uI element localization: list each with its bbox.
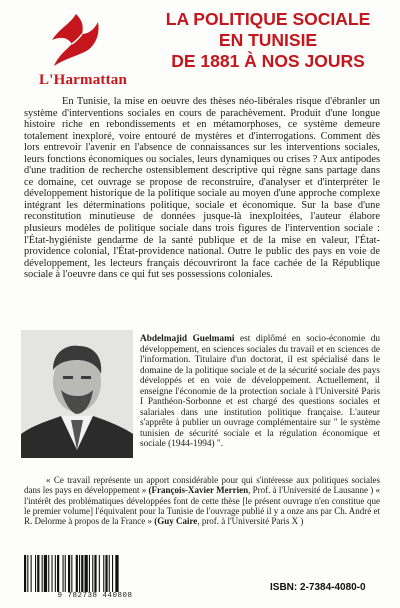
author-photo: [21, 330, 133, 458]
barcode-bar: [42, 555, 43, 595]
barcode-bar: [112, 555, 113, 595]
barcode-bar: [94, 555, 96, 595]
author-bio: [140, 334, 380, 450]
barcode-bar: [76, 555, 78, 595]
barcode-bar: [115, 555, 118, 595]
barcode-bar: [99, 555, 100, 595]
title-line-3: DE 1881 À NOS JOURS: [171, 51, 365, 71]
press-quotes: [24, 475, 380, 526]
barcode-bar: [105, 555, 107, 595]
barcode-bar: [37, 555, 39, 595]
author-bio-text: est diplômé en socio-économie du développement, en sciences sociales du travail et en sciences de l'information. Titulaire d'un doctorat, il est spécialisé dans le domaine de la politique sociale et de la sécurité sociale des pays développés et en voie de développement. Actuellement, il enseigne l'économie de la protection sociale à l'Université Paris I Panthéon-Sorbonne et est chargé des questions sociales et salariales dans une institution politique française. L'auteur s'apprête à publier un ouvrage complémentaire sur " le système tunisien de sécurité sociale et la régulation économique et sociale (1944-1994) ".: [140, 334, 381, 449]
barcode-digits: 9 782738 440808: [20, 592, 170, 600]
barcode-bar: [48, 555, 49, 595]
quote-part-3: , prof. à l'Université Paris X ): [197, 516, 304, 527]
barcode-bar: [109, 555, 110, 595]
barcode-bar: [71, 555, 72, 595]
barcode-bar: [65, 555, 66, 595]
barcode-bar: [68, 555, 70, 595]
publisher-logo: [18, 10, 148, 88]
barcode-bar: [27, 555, 28, 595]
barcode-bar: [57, 555, 59, 595]
barcode-bar: [103, 555, 104, 595]
quote-part-1: « Ce travail représente un apport considérable pour qui s'intéresse aux politiques sociales dans les pays en développement »: [24, 475, 380, 496]
barcode-bar: [24, 555, 26, 595]
barcode-bar: [63, 555, 64, 595]
author-name: Abdelmajid Guelmami: [140, 334, 235, 344]
book-summary: [24, 96, 380, 281]
barcode-bar: [89, 555, 90, 595]
barcode-bar: [55, 555, 56, 595]
quote-name-1: (François-Xavier Merrien: [148, 485, 249, 496]
barcode-bar: [35, 555, 36, 595]
title-line-1: LA POLITIQUE SOCIALE: [165, 9, 371, 29]
title-line-2: EN TUNISIE: [218, 30, 318, 50]
book-title: [150, 9, 386, 72]
publisher-name: L'Harmattan: [39, 72, 128, 88]
barcode-bar: [81, 555, 83, 595]
barcode-bar: [44, 555, 47, 595]
barcode-bar: [31, 555, 32, 595]
quote-part-2: , Prof. à l'Université de Lausanne ) « l'intérêt des problématiques développées font de cette thèse [le présent ouvrage n'en constitue que le premier volume] l'équivalent pour la Tunisie de l'ouvrage publié il y a onze ans par Ch. André et R. Delorme à propos de la France »: [24, 485, 381, 527]
barcode-bar: [92, 555, 93, 595]
bird-logo-icon: [48, 10, 104, 72]
summary-paragraph: En Tunisie, la mise en oeuvre des thèses néo-libérales risque d'ébranler un système d'interventions sociales en cours de parachèvement. Produit d'une longue histoire riche en rebondissements et en métamorphoses, ce système demeure totalement inexploré, voire entouré de mystères et d'interrogations. Comment dès lors entrevoir l'avenir en l'absence de connaissances sur les interventions sociales, leurs fonctions économiques ou sociales, leurs dynamiques ou crises ? Aux antipodes d'une tradition de recherche ostensiblement descriptive qui règne sans partage dans ce domaine, cet ouvrage se propose de reconstruire, d'analyser et d'interpréter le développement historique de la politique sociale au moyen d'une approche complexe intégrant les déterminations politique, sociale et économique. Sur la base d'une reconstitution minutieuse de données jusque-là inexploitées, l'auteur élabore plusieurs modèles de politique sociale dans trois figures de l'intervention sociale : l'État-hygiéniste gendarme de la santé publique et de la mise en valeur, l'État-providence colonial, l'État-providence national. Outre le public des pays en voie de développement, les lecteurs français découvriront la face cachée de la République sociale à l'oeuvre dans ce qui fut ses possessions coloniales.: [24, 96, 380, 281]
isbn: ISBN: 2-7384-4080-0: [270, 582, 366, 593]
barcode-bar: [85, 555, 88, 595]
quote-name-2: (Guy Caire: [154, 516, 198, 527]
barcode-bar: [52, 555, 53, 595]
barcode-bar: [79, 555, 80, 595]
